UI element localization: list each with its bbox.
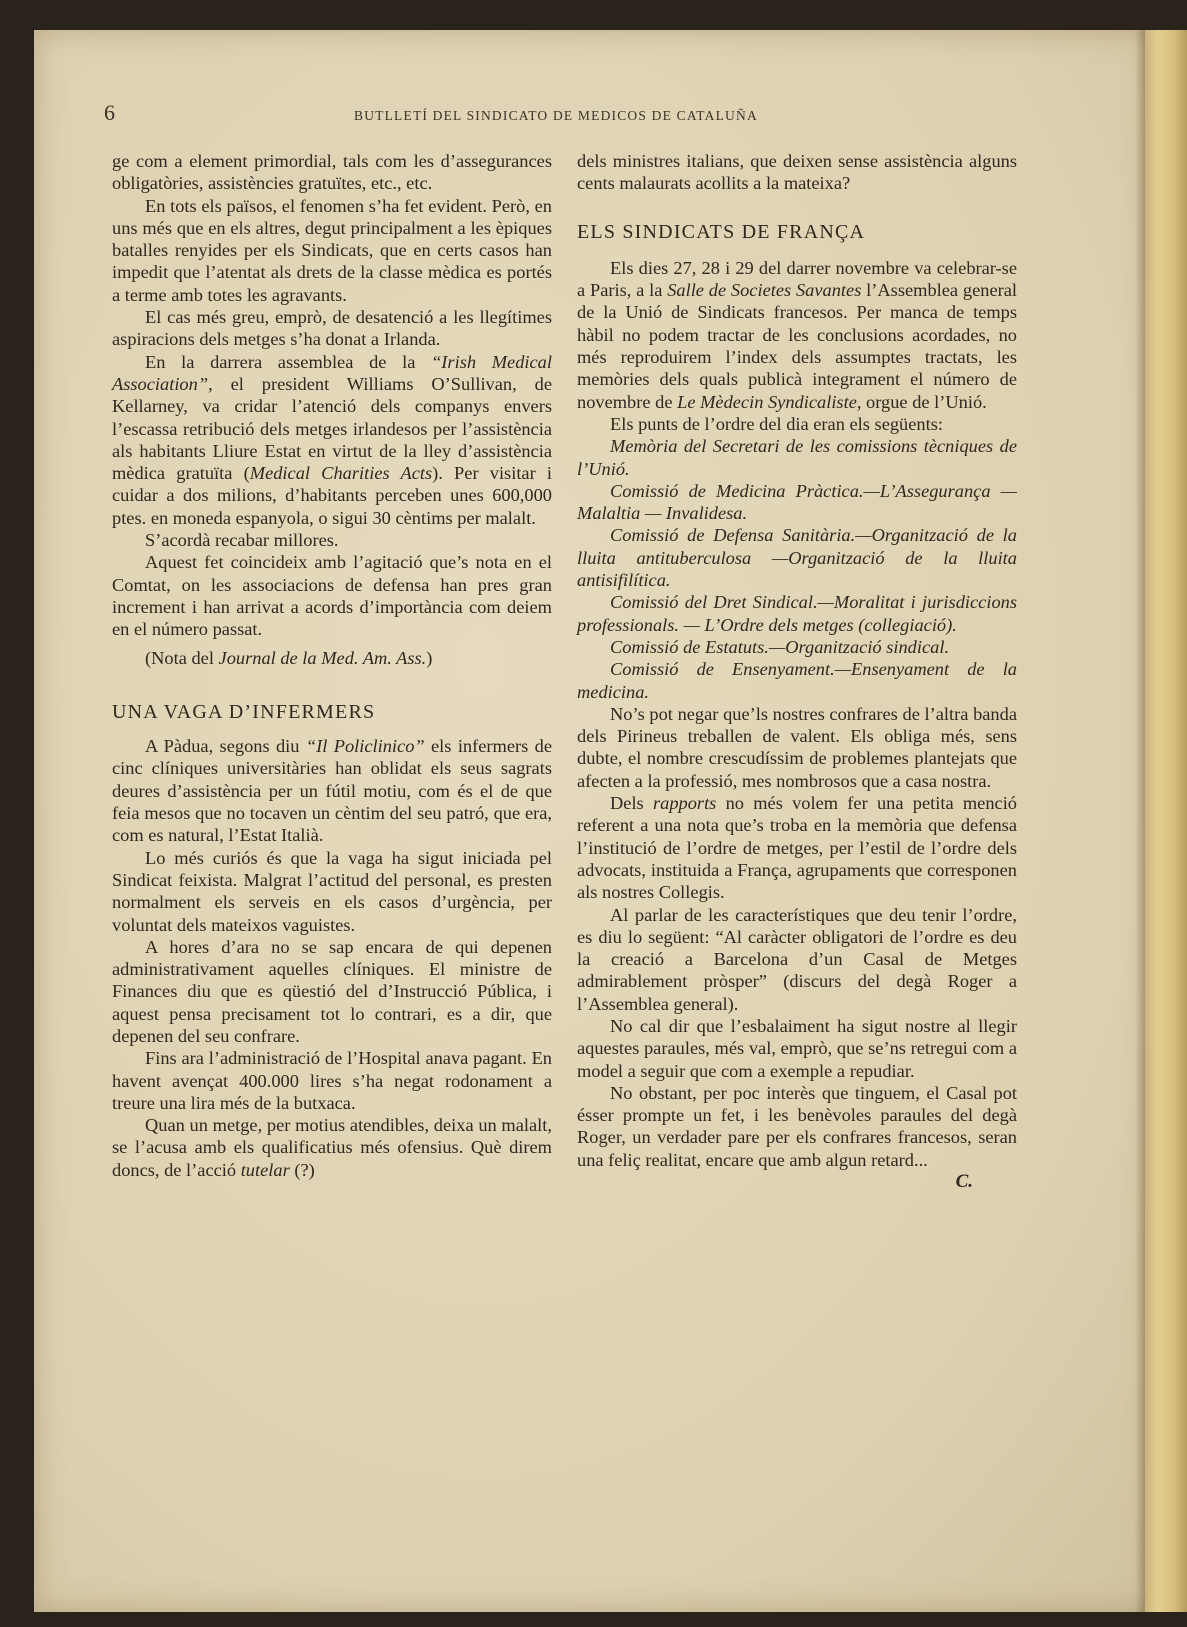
page-number: 6 <box>104 100 115 125</box>
paragraph <box>112 351 552 529</box>
right-column <box>577 150 1017 1193</box>
text-run: els infermers de cinc clíniques universitàries han oblidat els seus sagrats deures d’assistència per un fútil motiu, com és el de que feia mesos que no tocaven un cèntim del seu patró, que era, com es natural, l’Estat Italià. <box>112 736 553 846</box>
paragraph <box>112 735 552 846</box>
italic-run: Medical Charities Acts <box>249 463 433 484</box>
paragraph: A hores d’ara no se sap encara de qui depenen administrativament aquelles clíniques. El ministre de Finances diu que es qüestió del d’Instrucció Pública, i aquest pensa precisament tot lo contrari, es a dir, que depenen del seu confrare. <box>112 936 552 1046</box>
left-column <box>112 150 552 1181</box>
paragraph: No’s pot negar que’ls nostres confrares de l’altra banda dels Pirineus treballen de valent. Els obliga més, sens dubte, el nombre crescudíssim de problemes plantejats que afecten a la professió, mes nombrosos que a casa nostra. <box>577 703 1017 791</box>
text-run: Quan un metge, per motius atendibles, deixa un malalt, se l’acusa amb els qualificatius més ofensius. Què direm doncs, de l’acció <box>112 1115 552 1180</box>
agenda-item: Comissió de Ensenyament.—Ensenyament de la medicina. <box>577 659 1017 702</box>
binding-shadow <box>1135 30 1145 1612</box>
source-note <box>112 647 552 669</box>
paragraph: No cal dir que l’esbalaiment ha sigut nostre al llegir aquestes paraules, més val, emprò, que se’ns retregui com a model a seguir que com a exemple a repudiar. <box>577 1015 1017 1081</box>
paragraph <box>577 792 1017 903</box>
italic-run: rapports <box>652 793 717 814</box>
agenda-item: Comissió de Defensa Sanitària.—Organització de la lluita antituberculosa —Organització de la lluita antisifilítica. <box>577 525 1017 591</box>
paragraph <box>112 1114 552 1181</box>
paragraph: Fins ara l’administració de l’Hospital anava pagant. En havent avençat 400.000 lires s’ha negat rodonament a treure una lira més de la butxaca. <box>112 1048 552 1113</box>
text-run: ) <box>426 647 433 668</box>
paragraph: El cas més greu, emprò, de desatenció a les llegítimes aspiracions dels metges s’ha donat a Irlanda. <box>112 307 552 350</box>
italic-run: Salle de Societes Savantes <box>667 280 862 301</box>
text-run: no més volem fer una petita menció referent a una nota que’s troba en la memòria que defensa l’institució de l’ordre de metges, per l’estil de l’ordre dels advocats, instituida a França, agrupaments que corresponen als nostres Collegis. <box>577 793 1017 903</box>
text-run: Dels <box>610 793 653 814</box>
italic-run: “Irish Medical Association” <box>112 351 552 394</box>
paragraph: Aquest fet coincideix amb l’agitació que’s nota en el Comtat, on les associacions de defensa han pres gran increment i han arrivat a acords d’importància com deiem en el número passat. <box>112 552 552 640</box>
paragraph: Lo més curiós és que la vaga ha sigut iniciada pel Sindicat feixista. Malgrat l’actitud del personal, es presten normalment els serveis en els casos d’urgència, per voluntat dels mateixos vaguistes. <box>112 847 552 935</box>
agenda-item: Comissió del Dret Sindical.—Moralitat i jurisdiccions professionals. — L’Ordre dels metges (collegiació). <box>577 592 1017 635</box>
italic-run: Journal de la Med. Am. Ass. <box>218 647 427 668</box>
section-heading: ELS SINDICATS DE FRANÇA <box>577 220 866 243</box>
italic-run: “Il Policlinico” <box>305 736 425 757</box>
paragraph: dels ministres italians, que deixen sense assistència alguns cents malaurats acollits a la mateixa? <box>577 151 1017 194</box>
section-heading: UNA VAGA D’INFERMERS <box>112 700 376 723</box>
text-run: , el president Williams O’Sullivan, de Kellarney, va cridar l’atenció dels companys envers l’escassa retribució dels metges irlandesos per l’assistència als habitants Lliure Estat en virtut de la lley d’assistència mèdica gratuïta ( <box>112 373 552 484</box>
text-run: (?) <box>289 1159 315 1180</box>
running-title: BUTLLETÍ DEL SINDICATO DE MEDICOS DE CATALUÑA <box>354 108 758 123</box>
text-run: ). Per visitar i cuidar a dos milions, d’habitants perceben unes 600,000 ptes. en moneda espanyola, o sigui 30 cèntims per malalt. <box>112 463 552 528</box>
agenda-item: Memòria del Secretari de les comissions tècniques de l’Unió. <box>577 436 1017 479</box>
paragraph <box>577 257 1017 413</box>
paragraph: En tots els països, el fenomen s’ha fet evident. Però, en uns més que en els altres, degut principalment a les èpiques batalles renyides per els Sindicats, que en certs casos han impedit que l’atentat als drets de la classe mèdica es portés a terme amb totes les agravants. <box>112 195 552 305</box>
text-run: Els dies 27, 28 i 29 del darrer novembre va celebrar-se a Paris, a la <box>577 257 1017 301</box>
text-run: A Pàdua, segons diu <box>145 736 306 757</box>
agenda-item: Comissió de Medicina Pràctica.—L’Assegurança — Malaltia — Invalidesa. <box>577 480 1017 524</box>
text-run: (Nota del <box>145 647 219 668</box>
paragraph: Al parlar de les característiques que deu tenir l’ordre, es diu lo següent: “Al caràcter obligatori de l’ordre es deu la creació a Barcelona d’un Casal de Metges admirablement pròsper” (discurs del degà Roger a l’Assemblea general). <box>577 904 1017 1014</box>
paragraph: S’acordà recabar millores. <box>145 530 339 551</box>
page-header <box>104 100 1104 130</box>
signature: C. <box>955 1171 973 1193</box>
text-run: En la darrera assemblea de la <box>145 351 432 372</box>
agenda-item: Comissió de Estatuts.—Organització sindical. <box>610 636 950 657</box>
text-run: orgue de l’Unió. <box>861 391 987 412</box>
italic-run: Le Mèdecin Syndicaliste, <box>677 391 862 412</box>
paragraph: ge com a element primordial, tals com les d’assegurances obligatòries, assistències gratuïtes, etc., etc. <box>112 151 552 194</box>
paragraph: Els punts de l’ordre del dia eran els següents: <box>610 413 943 434</box>
text-run: l’Assemblea general de la Unió de Sindicats francesos. Per manca de temps hàbil no podem tractar de les conclusions acordades, no més reproduirem l’index dels assumptes tractats, les memòries dels quals publicà integrament el número de novembre de <box>577 280 1017 412</box>
book-spine <box>1145 30 1187 1612</box>
paragraph: No obstant, per poc interès que tinguem, el Casal pot ésser prompte un fet, i les benèvoles paraules del degà Roger, un verdader pare per els confrares francesos, seran una feliç realitat, encare que amb algun retard... <box>577 1082 1017 1170</box>
italic-run: tutelar <box>240 1159 290 1180</box>
